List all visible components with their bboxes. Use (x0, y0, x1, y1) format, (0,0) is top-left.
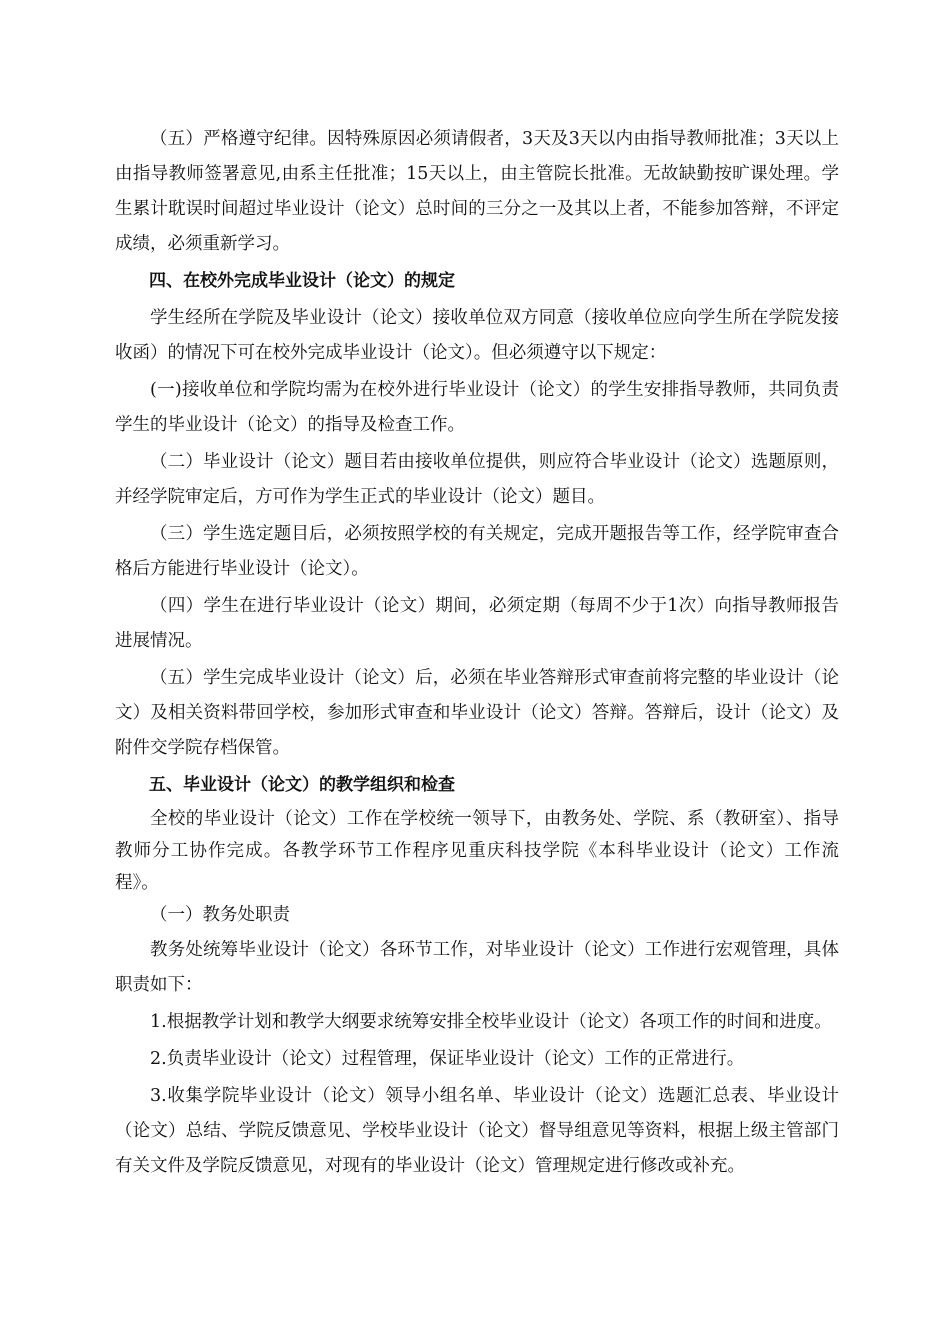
paragraph-duty-1: 1.根据教学计划和教学大纲要求统筹安排全校毕业设计（论文）各项工作的时间和进度。 (150, 1012, 832, 1032)
paragraph-academic-office-duties: 教务处统筹毕业设计（论文）各环节工作，对毕业设计（论文）工作进行宏观管理，具体职责如下： (115, 940, 839, 995)
paragraph-offcampus-item-2: （二）毕业设计（论文）题目若由接收单位提供，则应符合毕业设计（论文）选题原则，并经学院审定后，方可作为学生正式的毕业设计（论文）题目。 (115, 452, 839, 507)
paragraph-duty-2: 2.负责毕业设计（论文）过程管理，保证毕业设计（论文）工作的正常进行。 (150, 1049, 745, 1069)
paragraph-offcampus-item-4: （四）学生在进行毕业设计（论文）期间，必须定期（每周不少于1次）向指导教师报告进展情况。 (115, 596, 839, 651)
section-heading-4: 四、在校外完成毕业设计（论文）的规定 (149, 271, 455, 291)
document-body (115, 122, 839, 1184)
paragraph-offcampus-item-3: （三）学生选定题目后，必须按照学校的有关规定，完成开题报告等工作，经学院审查合格后方能进行毕业设计（论文）。 (115, 524, 839, 579)
paragraph-offcampus-item-5: （五）学生完成毕业设计（论文）后，必须在毕业答辩形式审查前将完整的毕业设计（论文）及相关资料带回学校，参加形式审查和毕业设计（论文）答辩。答辩后，设计（论文）及附件交学院存档保管。 (115, 668, 839, 758)
paragraph-duty-3: 3.收集学院毕业设计（论文）领导小组名单、毕业设计（论文）选题汇总表、毕业设计（论文）总结、学院反馈意见、学校毕业设计（论文）督导组意见等资料，根据上级主管部门有关文件及学院反馈意见，对现有的毕业设计（论文）管理规定进行修改或补充。 (115, 1086, 839, 1176)
paragraph-discipline: （五）严格遵守纪律。因特殊原因必须请假者，3天及3天以内由指导教师批准；3天以上由指导教师签署意见,由系主任批准；15天以上，由主管院长批准。无故缺勤按旷课处理。学生累计耽误时间超过毕业设计（论文）总时间的三分之一及其以上者，不能参加答辩，不评定成绩，必须重新学习。 (115, 129, 839, 254)
paragraph-offcampus-intro: 学生经所在学院及毕业设计（论文）接收单位双方同意（接收单位应向学生所在学院发接收函）的情况下可在校外完成毕业设计（论文）。但必须遵守以下规定： (115, 308, 839, 363)
paragraph-offcampus-item-1: (一)接收单位和学院均需为在校外进行毕业设计（论文）的学生安排指导教师，共同负责学生的毕业设计（论文）的指导及检查工作。 (115, 380, 839, 435)
paragraph-academic-office-title: （一）教务处职责 (150, 905, 290, 925)
paragraph-organization-intro: 全校的毕业设计（论文）工作在学校统一领导下，由教务处、学院、系（教研室）、指导教师分工协作完成。各教学环节工作程序见重庆科技学院《本科毕业设计（论文）工作流程》。 (115, 809, 839, 893)
section-heading-5: 五、毕业设计（论文）的教学组织和检查 (149, 775, 455, 795)
